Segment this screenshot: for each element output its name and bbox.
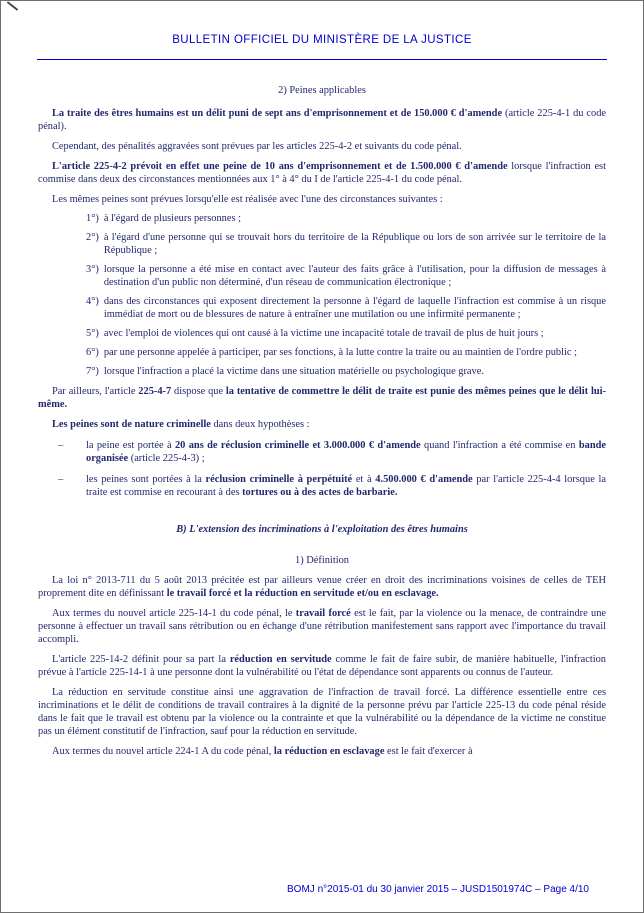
list-marker: 4°)	[86, 296, 99, 307]
text-run: La traite des êtres humains est un délit puni de sept ans d'emprisonnement et de 150.000 € d'amende	[52, 108, 503, 119]
text-run: à l'égard de plusieurs personnes ;	[103, 213, 242, 224]
list-item-text	[104, 263, 606, 289]
list-item	[86, 327, 606, 340]
list-marker: 1°)	[86, 213, 99, 224]
dash-list	[38, 439, 606, 499]
text-run: avec l'emploi de violences qui ont causé à la victime une incapacité totale de travail de plus de huit jours ;	[103, 328, 544, 339]
list-item	[86, 231, 606, 257]
text-run: par une personne appelée à participer, par ses fonctions, à la lutte contre la traite ou au maintien de l'ordre public ;	[103, 347, 577, 358]
text-run: lorsque l'infraction est commise dans deux des circonstances mentionnées aux 1° à 4° du I de l'article 225-4-1 du code pénal.	[38, 161, 606, 185]
list-item	[58, 439, 606, 465]
paragraph	[38, 107, 606, 133]
list-item-text	[104, 327, 606, 340]
text-run: 4.500.000 € d'amende	[375, 474, 473, 485]
text-run: (article 225-4-3) ;	[128, 453, 205, 464]
paragraph	[38, 653, 606, 679]
text-run: Les peines sont de nature criminelle	[52, 419, 211, 430]
text-run: dans deux hypothèses :	[210, 419, 310, 430]
list-item	[86, 263, 606, 289]
document-content	[1, 84, 643, 758]
list-item	[86, 346, 606, 359]
text-run: la réduction en esclavage	[273, 746, 385, 757]
list-item-text	[104, 295, 606, 321]
section-heading-definition	[38, 554, 606, 567]
paragraph	[38, 745, 606, 758]
list-item-text	[86, 473, 606, 499]
text-run: réduction en servitude	[229, 654, 332, 665]
text-run: 225-4-7	[138, 386, 172, 397]
text-run: est le fait d'exercer à	[384, 746, 473, 757]
paragraph	[38, 193, 606, 206]
text-run: le travail forcé et la réduction en servitude et/ou en esclavage.	[166, 588, 439, 599]
text-run: Cependant, des pénalités aggravées sont prévues par les articles 225-4-2 et suivants du code pénal.	[52, 141, 462, 152]
text-run: est le fait, par la violence ou la menace, de contraindre une personne à effectuer un travail sans rétribution ou en échange d'une rétribution manifestement sans rapport avec l'importance du travail accompli.	[38, 608, 606, 645]
text-run: lorsque l'infraction a placé la victime dans une situation matérielle ou psychologique grave.	[103, 366, 484, 377]
section-heading-peines-applicables	[38, 84, 606, 97]
list-item-text	[104, 346, 606, 359]
list-marker: –	[58, 440, 64, 451]
page-header	[1, 1, 643, 60]
text-run: à l'égard d'une personne qui se trouvait hors du territoire de la République ou lors de son arrivée sur le territoire de la République ;	[103, 232, 606, 256]
paragraph	[38, 160, 606, 186]
list-marker: –	[58, 474, 64, 485]
list-item	[86, 295, 606, 321]
paragraph	[38, 140, 606, 153]
list-item-text	[104, 365, 606, 378]
text-run: 2) Peines applicables	[278, 85, 366, 96]
text-run: la peine est portée à	[86, 440, 175, 451]
bulletin-title: BULLETIN OFFICIEL DU MINISTÈRE DE LA JUSTICE	[172, 34, 472, 46]
text-run: les peines sont portées à la	[86, 474, 206, 485]
list-marker: 6°)	[86, 347, 99, 358]
paragraph	[38, 385, 606, 411]
numbered-list	[38, 212, 606, 378]
text-run: L'article 225-14-2 définit pour sa part la	[52, 654, 230, 665]
text-run: lorsque la personne a été mise en contact avec l'auteur des faits grâce à l'utilisation, pour la diffusion de messages à destination d'un public non déterminé, d'un réseau de communication électronique ;	[103, 264, 606, 288]
text-run: B) L'extension des incriminations à l'exploitation des êtres humains	[176, 524, 468, 535]
paragraph	[38, 607, 606, 646]
text-run: réclusion criminelle à perpétuité	[205, 474, 353, 485]
text-run: et à	[352, 474, 376, 485]
text-run: 20 ans de réclusion criminelle et 3.000.000 € d'amende	[174, 440, 421, 451]
text-run: Aux termes du nouvel article 224-1 A du code pénal,	[52, 746, 274, 757]
text-run: tortures ou à des actes de barbarie.	[242, 487, 398, 498]
paragraph	[38, 686, 606, 738]
text-run: bande organisée	[86, 440, 607, 464]
text-run: travail forcé	[295, 608, 351, 619]
paragraph	[38, 418, 606, 431]
paragraph	[38, 574, 606, 600]
page-footer: BOMJ n°2015-01 du 30 janvier 2015 – JUSD1501974C – Page 4/10	[287, 884, 589, 895]
text-run: La loi n° 2013-711 du 5 août 2013 précitée est par ailleurs venue créer en droit des incriminations voisines de celles de TEH proprement dite en définissant	[38, 575, 606, 599]
header-rule	[37, 59, 607, 60]
text-run: par l'article 225-4-4 lorsque la traite est commise en recourant à des	[86, 474, 606, 498]
list-marker: 2°)	[86, 232, 99, 243]
text-run: la tentative de commettre le délit de traite est punie des mêmes peines que le délit lui-même.	[38, 386, 607, 410]
text-run: Par ailleurs, l'article	[52, 386, 139, 397]
text-run: Les mêmes peines sont prévues lorsqu'elle est réalisée avec l'une des circonstances suivantes :	[52, 194, 443, 205]
list-marker: 3°)	[86, 264, 99, 275]
text-run: (article 225-4-1 du code pénal).	[38, 108, 607, 132]
text-run: comme le fait de faire subir, de manière habituelle, l'infraction prévue à l'article 225-14-1 à une personne dont la vulnérabilité ou l'état de dépendance sont apparents ou connus de l'auteur.	[38, 654, 607, 678]
list-item	[58, 473, 606, 499]
text-run: dispose que	[171, 386, 226, 397]
text-run: quand l'infraction a été commise en	[420, 440, 579, 451]
list-item-text	[104, 231, 606, 257]
list-item-text	[104, 212, 606, 225]
text-run: 1) Définition	[295, 555, 349, 566]
text-run: La réduction en servitude constitue ainsi une aggravation de l'infraction de travail forcé. La différence essentielle entre ces incriminations et le délit de conditions de travail contraires à la dignité de la personne prévu par l'article 225-13 du code pénal réside dans le fait que le travail est obtenu par la violence ou la contrainte et que la vulnérabilité ou la dépendance de la victime ne constitue pas un élément constitutif de l'infraction, sauf pour la réduction en servitude.	[38, 687, 606, 737]
list-item	[86, 212, 606, 225]
list-item	[86, 365, 606, 378]
text-run: dans des circonstances qui exposent directement la personne à l'égard de laquelle l'infraction est commise à un risque immédiat de mort ou de blessures de nature à entraîner une mutilation ou une infirmité permanente ;	[103, 296, 606, 320]
list-item-text	[86, 439, 606, 465]
section-heading-extension-incriminations	[38, 523, 606, 536]
text-run: Aux termes du nouvel article 225-14-1 du code pénal, le	[52, 608, 296, 619]
text-run: L'article 225-4-2 prévoit en effet une peine de 10 ans d'emprisonnement et de 1.500.000 € d'amende	[52, 161, 508, 172]
list-marker: 5°)	[86, 328, 99, 339]
list-marker: 7°)	[86, 366, 99, 377]
